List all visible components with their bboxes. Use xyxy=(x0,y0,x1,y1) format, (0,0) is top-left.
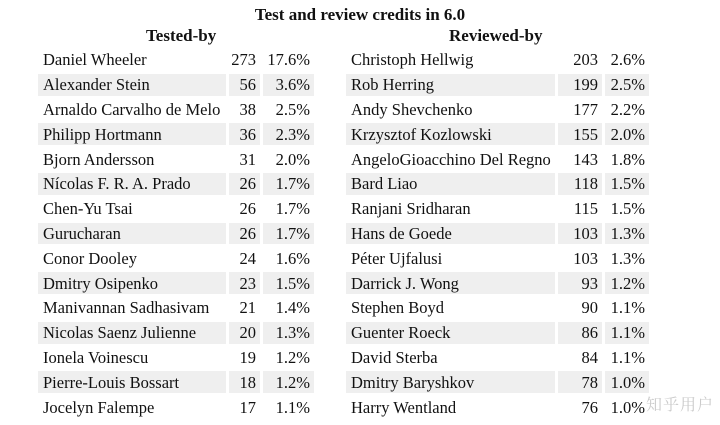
credit-percent: 1.5% xyxy=(610,199,645,219)
contributor-name: Rob Herring xyxy=(346,74,555,96)
contributor-name: Conor Dooley xyxy=(43,248,137,268)
credit-count: 19 xyxy=(239,347,256,367)
contributor-name: Daniel Wheeler xyxy=(43,50,147,70)
reviewed-by-row xyxy=(346,148,649,170)
tested-by-row xyxy=(38,247,314,269)
credit-count: 24 xyxy=(239,248,256,268)
credit-percent: 3.6% xyxy=(263,74,314,96)
contributor-name: Nícolas F. R. A. Prado xyxy=(38,173,226,195)
credit-percent: 1.7% xyxy=(263,223,314,245)
credit-count: 26 xyxy=(239,199,256,219)
credit-percent: 1.2% xyxy=(605,272,649,294)
contributor-name: Stephen Boyd xyxy=(351,298,445,318)
reviewed-by-row xyxy=(346,173,649,195)
credit-percent: 1.7% xyxy=(263,173,314,195)
contributor-name: Bard Liao xyxy=(346,173,555,195)
watermark: 知乎用户 xyxy=(645,395,714,414)
contributor-name: Bjorn Andersson xyxy=(43,149,155,169)
contributor-name: Péter Ujfalusi xyxy=(351,248,443,268)
credit-count: 23 xyxy=(229,272,260,294)
reviewed-by-row xyxy=(346,99,649,121)
credit-count: 155 xyxy=(558,123,602,145)
tested-by-row xyxy=(38,49,314,71)
contributor-name: Jocelyn Falempe xyxy=(43,397,155,417)
tested-by-row xyxy=(38,347,314,369)
credit-count: 20 xyxy=(229,322,260,344)
tested-by-heading: Tested-by xyxy=(146,26,217,45)
credit-percent: 1.1% xyxy=(275,397,310,417)
credit-percent: 1.2% xyxy=(275,347,310,367)
credit-percent: 1.3% xyxy=(263,322,314,344)
reviewed-by-table xyxy=(343,46,652,421)
credit-count: 76 xyxy=(581,397,598,417)
contributor-name: Christoph Hellwig xyxy=(351,50,474,70)
contributor-name: Ranjani Sridharan xyxy=(351,199,471,219)
reviewed-by-row xyxy=(346,347,649,369)
contributor-name: Alexander Stein xyxy=(38,74,226,96)
credit-percent: 2.2% xyxy=(610,99,645,119)
tested-by-row xyxy=(38,322,314,344)
tested-by-row xyxy=(38,223,314,245)
reviewed-by-row xyxy=(346,297,649,319)
reviewed-by-row xyxy=(346,49,649,71)
tested-by-row xyxy=(38,272,314,294)
reviewed-by-row xyxy=(346,272,649,294)
credit-count: 78 xyxy=(558,371,602,393)
credit-percent: 1.4% xyxy=(275,298,310,318)
credit-percent: 2.6% xyxy=(610,50,645,70)
tested-by-row xyxy=(38,123,314,145)
reviewed-by-row xyxy=(346,223,649,245)
reviewed-by-row xyxy=(346,74,649,96)
reviewed-by-row xyxy=(346,247,649,269)
contributor-name: Nicolas Saenz Julienne xyxy=(38,322,226,344)
contributor-name: Chen-Yu Tsai xyxy=(43,199,133,219)
reviewed-by-row xyxy=(346,123,649,145)
contributor-name: Ionela Voinescu xyxy=(43,347,149,367)
page-title: Test and review credits in 6.0 xyxy=(254,5,466,24)
credit-count: 118 xyxy=(558,173,602,195)
tested-by-row xyxy=(38,148,314,170)
credit-count: 103 xyxy=(558,223,602,245)
credit-percent: 1.2% xyxy=(263,371,314,393)
credit-percent: 1.5% xyxy=(263,272,314,294)
contributor-name: Gurucharan xyxy=(38,223,226,245)
reviewed-by-heading: Reviewed-by xyxy=(449,26,543,45)
reviewed-by-row xyxy=(346,371,649,393)
credit-count: 38 xyxy=(239,99,256,119)
credit-count: 31 xyxy=(239,149,256,169)
credit-count: 26 xyxy=(229,173,260,195)
credit-count: 199 xyxy=(558,74,602,96)
credit-percent: 1.3% xyxy=(605,223,649,245)
credit-count: 26 xyxy=(229,223,260,245)
credit-count: 21 xyxy=(239,298,256,318)
credit-count: 90 xyxy=(581,298,598,318)
contributor-name: Guenter Roeck xyxy=(346,322,555,344)
credit-percent: 1.5% xyxy=(605,173,649,195)
tested-by-row xyxy=(38,74,314,96)
credit-percent: 1.1% xyxy=(610,298,645,318)
credit-percent: 1.6% xyxy=(275,248,310,268)
tested-by-row xyxy=(38,396,314,418)
contributor-name: AngeloGioacchino Del Regno xyxy=(351,149,551,169)
contributor-name: Harry Wentland xyxy=(351,397,457,417)
credit-percent: 1.3% xyxy=(610,248,645,268)
credit-count: 273 xyxy=(231,50,256,70)
credit-count: 115 xyxy=(573,199,598,219)
credit-count: 56 xyxy=(229,74,260,96)
credit-count: 18 xyxy=(229,371,260,393)
reviewed-by-row xyxy=(346,198,649,220)
contributor-name: Darrick J. Wong xyxy=(346,272,555,294)
credit-percent: 1.0% xyxy=(610,397,645,417)
credit-count: 36 xyxy=(229,123,260,145)
contributor-name: Andy Shevchenko xyxy=(351,99,473,119)
credit-percent: 1.7% xyxy=(275,199,310,219)
credit-percent: 2.3% xyxy=(263,123,314,145)
contributor-name: Dmitry Osipenko xyxy=(38,272,226,294)
tested-by-row xyxy=(38,297,314,319)
credit-percent: 2.0% xyxy=(605,123,649,145)
reviewed-by-row xyxy=(346,322,649,344)
reviewed-by-row xyxy=(346,396,649,418)
contributor-name: Philipp Hortmann xyxy=(38,123,226,145)
credit-count: 203 xyxy=(573,50,598,70)
contributor-name: Krzysztof Kozlowski xyxy=(346,123,555,145)
contributor-name: Pierre-Louis Bossart xyxy=(38,371,226,393)
credit-percent: 1.0% xyxy=(605,371,649,393)
credit-count: 103 xyxy=(573,248,598,268)
credit-percent: 1.8% xyxy=(610,149,645,169)
tested-by-table xyxy=(35,46,317,421)
credit-percent: 1.1% xyxy=(605,322,649,344)
tested-by-row xyxy=(38,173,314,195)
credit-percent: 1.1% xyxy=(610,347,645,367)
tested-by-row xyxy=(38,198,314,220)
contributor-name: Dmitry Baryshkov xyxy=(346,371,555,393)
credit-count: 177 xyxy=(573,99,598,119)
credit-count: 17 xyxy=(239,397,256,417)
contributor-name: Arnaldo Carvalho de Melo xyxy=(43,99,221,119)
tested-by-row xyxy=(38,99,314,121)
credit-count: 84 xyxy=(581,347,598,367)
credit-percent: 2.0% xyxy=(275,149,310,169)
credit-count: 86 xyxy=(558,322,602,344)
tested-by-row xyxy=(38,371,314,393)
contributor-name: David Sterba xyxy=(351,347,438,367)
contributor-name: Manivannan Sadhasivam xyxy=(43,298,210,318)
contributor-name: Hans de Goede xyxy=(346,223,555,245)
credit-percent: 2.5% xyxy=(275,99,310,119)
credit-count: 143 xyxy=(573,149,598,169)
credit-count: 93 xyxy=(558,272,602,294)
credit-percent: 2.5% xyxy=(605,74,649,96)
credit-percent: 17.6% xyxy=(267,50,310,70)
